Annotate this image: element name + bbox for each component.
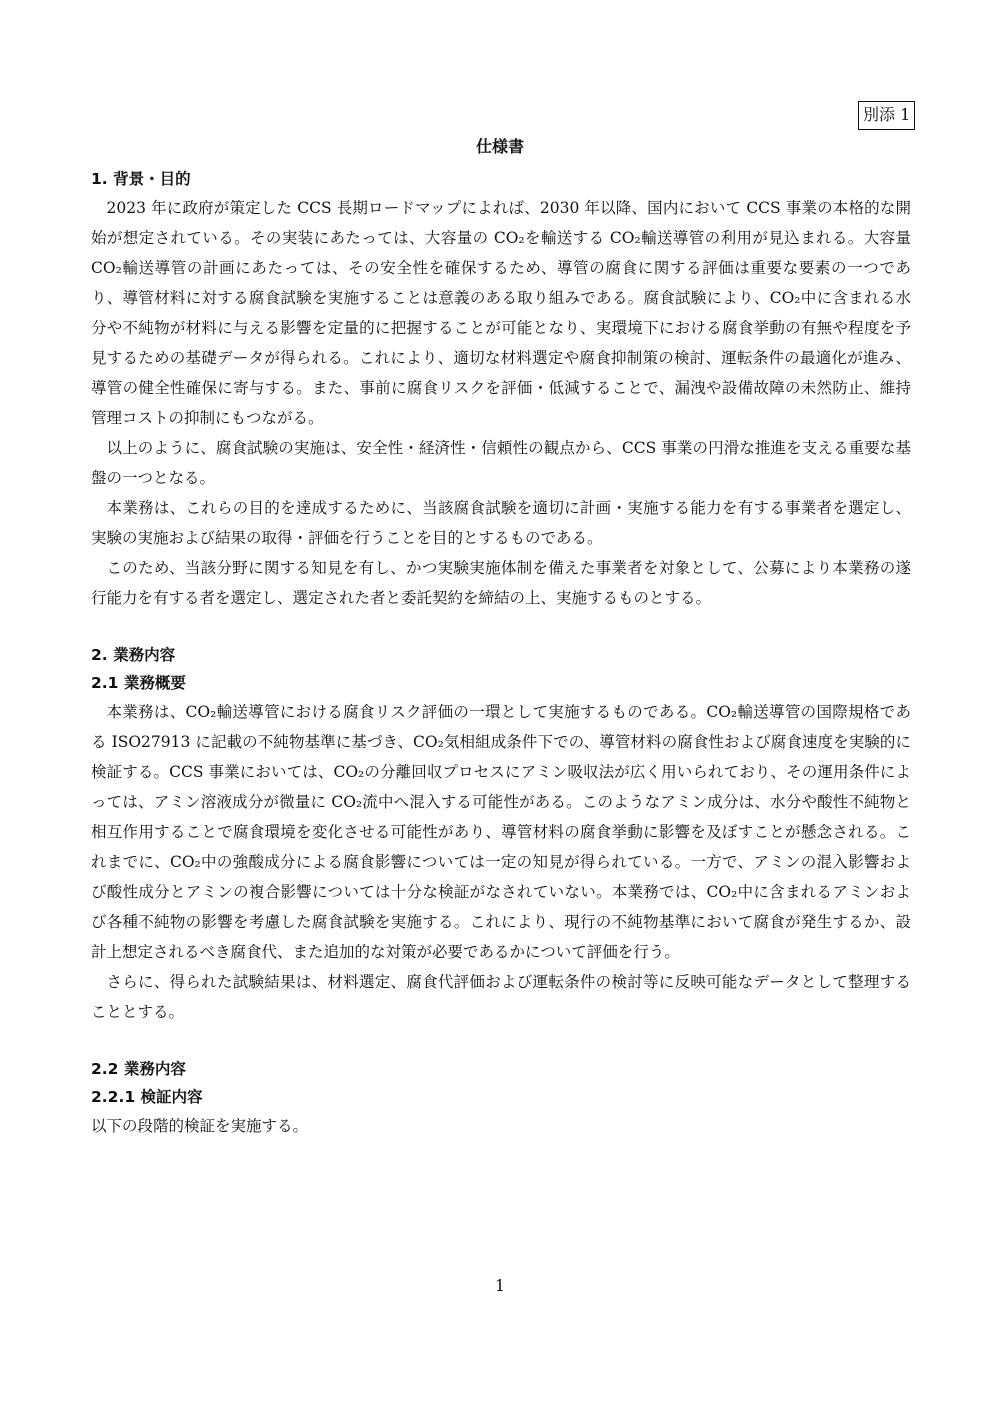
section-1-paragraph-3: 本業務は、これらの目的を達成するために、当該腐食試験を適切に計画・実施する能力を有する事業者を選定し、実験の実施および結果の取得・評価を行うことを目的とするものである。 xyxy=(91,499,911,547)
document-body xyxy=(91,165,911,1141)
section-1-paragraph-2: 以上のように、腐食試験の実施は、安全性・経済性・信頼性の観点から、CCS 事業の円滑な推進を支える重要な基盤の一つとなる。 xyxy=(91,439,911,487)
section-2-2-1-text: 以下の段階的検証を実施する。 xyxy=(91,1117,309,1135)
section-2-heading: 2. 業務内容 xyxy=(91,646,176,664)
section-spacer xyxy=(91,613,911,641)
section-2-1-paragraph-2: さらに、得られた試験結果は、材料選定、腐食代評価および運転条件の検討等に反映可能なデータとして整理することとする。 xyxy=(91,973,911,1021)
section-1-paragraph-4: このため、当該分野に関する知見を有し、かつ実験実施体制を備えた事業者を対象として、公募により本業務の遂行能力を有する者を選定し、選定された者と委託契約を締結の上、実施するものとする。 xyxy=(91,559,911,607)
section-2-1-heading: 2.1 業務概要 xyxy=(91,674,186,692)
section-1-paragraph-1: 2023 年に政府が策定した CCS 長期ロードマップによれば、2030 年以降、国内において CCS 事業の本格的な開始が想定されている。その実装にあたっては、大容量の CO₂を輸送する CO₂輸送導管の利用が見込まれる。大容量 CO₂輸送導管の計画にあたっては、その安全性を確保するため、導管の腐食に関する評価は重要な要素の一つであり、導管材料に対する腐食試験を実施することは意義のある取り組みである。腐食試験により、CO₂中に含まれる水分や不純物が材料に与える影響を定量的に把握することが可能となり、実環境下における腐食挙動の有無や程度を予見するための基礎データが得られる。これにより、適切な材料選定や腐食抑制策の検討、運転条件の最適化が進み、導管の健全性確保に寄与する。また、事前に腐食リスクを評価・低減することで、漏洩や設備故障の未然防止、維持管理コストの抑制にもつながる。 xyxy=(91,199,911,427)
attachment-label: 別添 1 xyxy=(858,101,915,130)
section-2-1-paragraph-1: 本業務は、CO₂輸送導管における腐食リスク評価の一環として実施するものである。CO₂輸送導管の国際規格である ISO27913 に記載の不純物基準に基づき、CO₂気相組成条件下での、導管材料の腐食性および腐食速度を実験的に検証する。CCS 事業においては、CO₂の分離回収プロセスにアミン吸収法が広く用いられており、その運用条件によっては、アミン溶液成分が微量に CO₂流中へ混入する可能性がある。このようなアミン成分は、水分や酸性不純物と相互作用することで腐食環境を変化させる可能性があり、導管材料の腐食挙動に影響を及ぼすことが懸念される。これまでに、CO₂中の強酸成分による腐食影響については一定の知見が得られている。一方で、アミンの混入影響および酸性成分とアミンの複合影響については十分な検証がなされていない。本業務では、CO₂中に含まれるアミンおよび各種不純物の影響を考慮した腐食試験を実施する。これにより、現行の不純物基準において腐食が発生するか、設計上想定されるべき腐食代、また追加的な対策が必要であるかについて評価を行う。 xyxy=(91,703,911,961)
section-spacer xyxy=(91,1027,911,1055)
section-2-2-heading: 2.2 業務内容 xyxy=(91,1060,186,1078)
section-2-2-1-heading: 2.2.1 検証内容 xyxy=(91,1088,203,1106)
document-title: 仕様書 xyxy=(475,137,524,156)
page-number: 1 xyxy=(494,1276,506,1295)
section-1-heading: 1. 背景・目的 xyxy=(91,170,191,188)
